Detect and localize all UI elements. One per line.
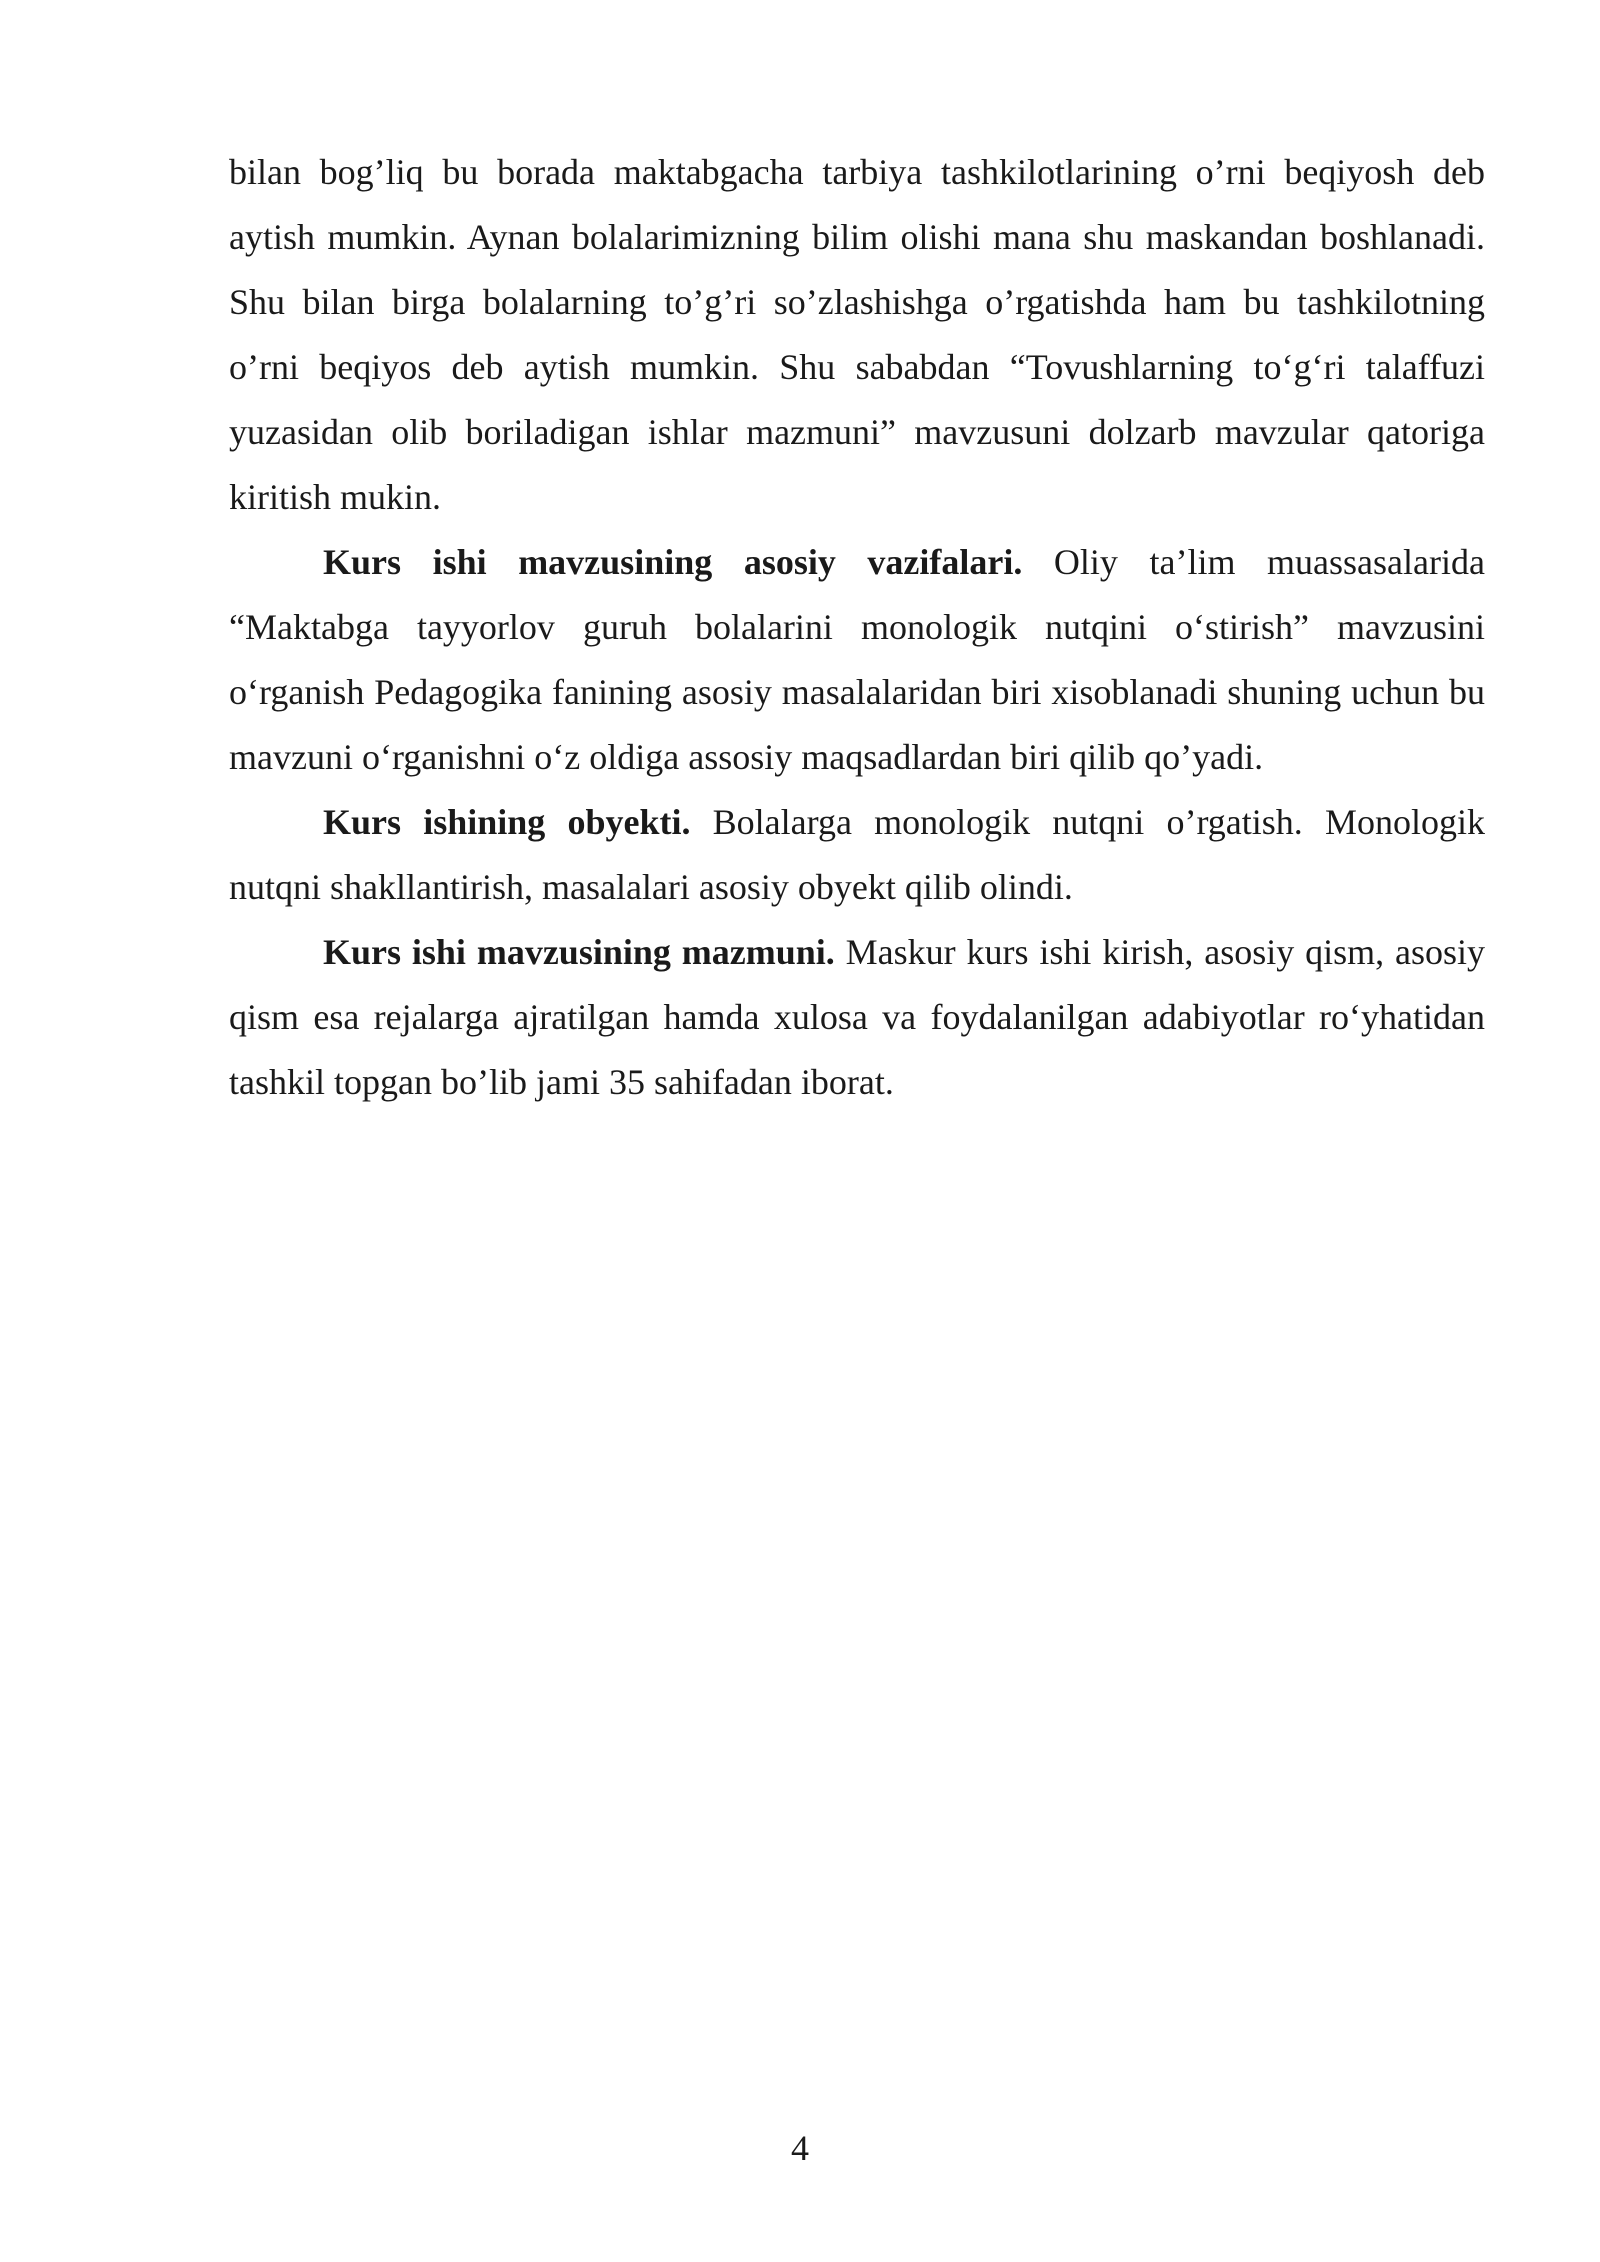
paragraph-heading: Kurs ishi mavzusining asosiy vazifalari.	[323, 542, 1023, 582]
page-number: 4	[791, 2128, 809, 2168]
body-text	[229, 140, 1485, 1115]
paragraph-text: Oliy ta’lim muassasalarida “Maktabga tayyorlov guruh bolalarini monologik nutqini o‘stirish” mavzusini o‘rganish Pedagogika fanining asosiy masalalaridan biri xisoblanadi shuning uchun bu mavzuni o‘rganishni o‘z oldiga assosiy maqsadlardan biri qilib qo’yadi.	[229, 542, 1485, 777]
paragraph-heading: Kurs ishining obyekti.	[323, 802, 691, 842]
paragraph-continuation	[229, 140, 1485, 530]
paragraph-tasks	[229, 530, 1485, 790]
paragraph-text: Bolalarga monologik nutqni o’rgatish. Monologik nutqni shakllantirish, masalalari asosiy obyekt qilib olindi.	[229, 802, 1485, 907]
paragraph-object	[229, 790, 1485, 920]
paragraph-text: Maskur kurs ishi kirish, asosiy qism, asosiy qism esa rejalarga ajratilgan hamda xulosa va foydalanilgan adabiyotlar ro‘yhatidan tashkil topgan bo’lib jami 35 sahifadan iborat.	[229, 932, 1486, 1102]
paragraph-heading: Kurs ishi mavzusining mazmuni.	[323, 932, 835, 972]
paragraph-content	[229, 920, 1485, 1115]
paragraph-text: bilan bog’liq bu borada maktabgacha tarbiya tashkilotlarining o’rni beqiyosh deb aytish mumkin. Aynan bolalarimizning bilim olishi mana shu maskandan boshlanadi. Shu bilan birga bolalarning to’g’ri so’zlashishga o’rgatishda ham bu tashkilotning o’rni beqiyos deb aytish mumkin. Shu sababdan “Tovushlarning to‘g‘ri talaffuzi yuzasidan olib boriladigan ishlar mazmuni” mavzusuni dolzarb mavzular qatoriga kiritish mukin.	[229, 152, 1485, 517]
